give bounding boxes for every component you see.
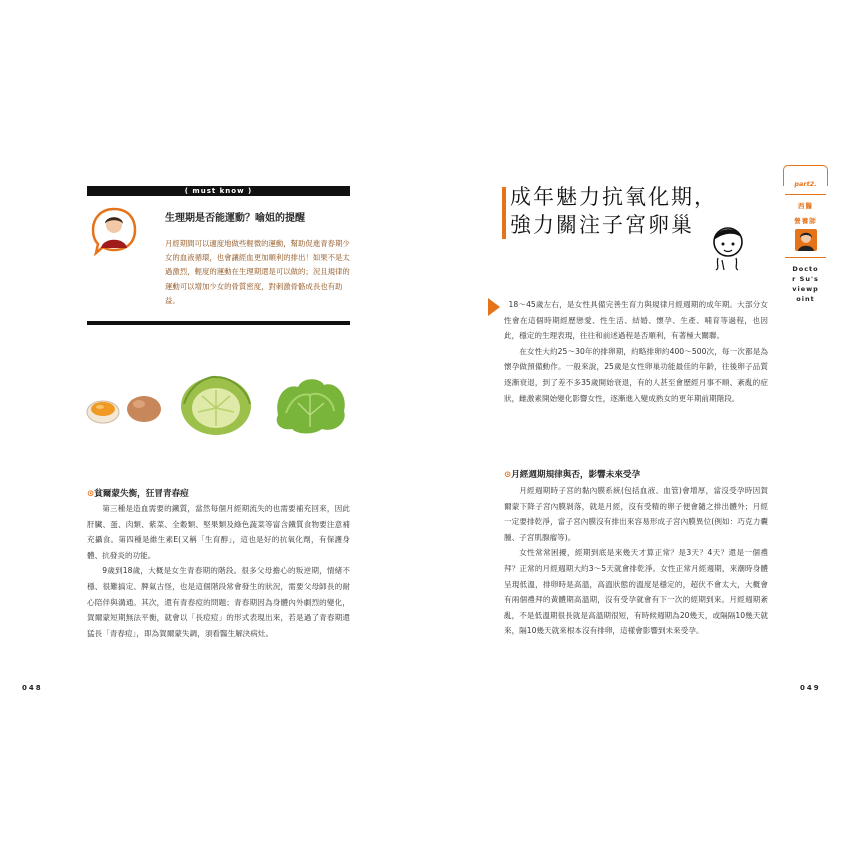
section-heading-right (504, 468, 640, 480)
side-tab-vertical-text: Doctor Su's viewpoint (792, 265, 819, 303)
side-tab-part: part2. (794, 180, 817, 188)
side-tab-label-2: 營養師 (794, 217, 817, 225)
page-number-left: 048 (22, 684, 43, 692)
intro-triangle-icon (488, 298, 500, 316)
page-title-line-2: 強力關注子宮卵巢 (510, 213, 694, 237)
section-mark-left: ⊙ (87, 489, 95, 499)
must-know-bar: ( must know ) (87, 186, 350, 196)
intro-body (504, 297, 768, 406)
section-heading-left-text: 貧爾蒙失衡，狂冒青春痘 (94, 489, 189, 499)
section-heading-left (87, 487, 189, 499)
section-mark-right: ⊙ (504, 470, 512, 480)
title-accent-bar (502, 187, 506, 239)
cabbage-icon (180, 374, 252, 440)
paragraph: 月經週期時子宮的黏內膜系統(包括血液、血管)會增厚，當沒受孕時因賀爾蒙下降子宮內膜剝落，就是月經，沒有受精的卵子便會隨之排出體外；月經一定要排乾淨，當子宮內膜沒有排出來容易形成子宮內膜異位(例如：巧克力囊腫、子宮肌腺瘤等)。 (504, 486, 768, 542)
avatar-speech-bubble-icon (90, 206, 138, 254)
must-know-body: 月經期間可以適度地做些輕微的運動，幫助促進青春期少女的血液循環，也會讓經血更加順利的排出！如果不是太過激烈，輕度的運動在生理期還是可以做的；況且規律的運動可以增加少女的骨質密度，對刺激骨骼成長也有助益。 (165, 239, 350, 305)
side-tab-divider-2 (785, 257, 826, 258)
paragraph: 在女性大約25～30年的排卵期，約略排卵約400～500次，每一次都是為懷孕做預備動作。一般來說，25歲是女性卵巢功能最佳的年齡，往後卵子品質逐漸衰退，到了差不多35歲開始衰退，有的人甚至會歷經月事不順、紊亂的症狀，雌激素開始變化影響女性，逐漸進入變成熟女的更年期前期階段。 (504, 346, 768, 403)
paragraph: 第三種是造血需要的鐵質，當然每個月經期流失的也需要補充回來，因此肝臟、蛋、肉類、紫菜、全穀類、堅果類及綠色蔬菜等富含鐵質食物要注意補充攝食。第四種是維生素E(又稱「生育醇」，這也是好的抗氧化劑，有保護身體、抗發炎的功能。 (87, 504, 350, 560)
side-tab-divider (785, 194, 826, 195)
section-heading-right-text: 月經週期規律與否，影響未來受孕 (511, 470, 641, 480)
doctor-portrait-icon (795, 229, 817, 251)
page-title-line-1: 成年魅力抗氧化期， (510, 185, 717, 209)
cartoon-face-icon (706, 222, 750, 276)
must-know-title: 生理期是否能運動？喻姐的提醒 (165, 213, 305, 224)
chapter-side-tab (783, 165, 828, 304)
lettuce-icon (272, 375, 350, 439)
egg-icon (86, 390, 166, 430)
side-tab-label-1: 西醫 (798, 202, 813, 210)
paragraph: 18～45歲左右，是女性具備完善生育力與規律月經週期的成年期。大部分女性會在這個時期經歷戀愛、性生活、結婚、懷孕、生產、哺育等過程，也因此，穩定的生理表現，往往和前述過程是否順利，有著極大關聯。 (504, 300, 768, 341)
must-know-divider (87, 321, 350, 325)
paragraph: 9歲到18歲，大概是女生青春期的階段。很多父母擔心的叛逆期，情緒不穩、很難搞定、脾氣古怪，也是這個階段常會發生的狀況，需要父母師長的耐心陪伴與溝通。其次，還有青春痘的問題；青春期因為身體內外劇烈的變化，賀爾蒙短期無法平衡，就會以「長痘痘」的形式表現出來，若是過了青春期還猛長「青春痘」，即為賀爾蒙失調，須看醫生解決病灶。 (87, 566, 350, 638)
paragraph: 女性常常困擾，經期到底是來幾天才算正常？是3天？4天？還是一個禮拜？正常的月經週期大約3～5天就會排乾淨。女性正常月經週期，來潮時身體呈現低溫，排卵時是高溫，高溫狀態的溫度是穩定的，超伏不會太大，大概會有兩個禮拜的黃體期高溫期，沒有受孕就會有下一次的經期到來。月經週期紊亂，不是低溫期很長就是高溫期很短，有時候週期為20幾天，或隔隔10幾天就來，隔10幾天就來根本沒有排卵，這樣會影響到未來受孕。 (504, 548, 768, 636)
page-title (510, 183, 717, 239)
page-number-right: 049 (800, 684, 821, 692)
section-body-right (504, 483, 768, 639)
section-body-left (87, 501, 350, 641)
